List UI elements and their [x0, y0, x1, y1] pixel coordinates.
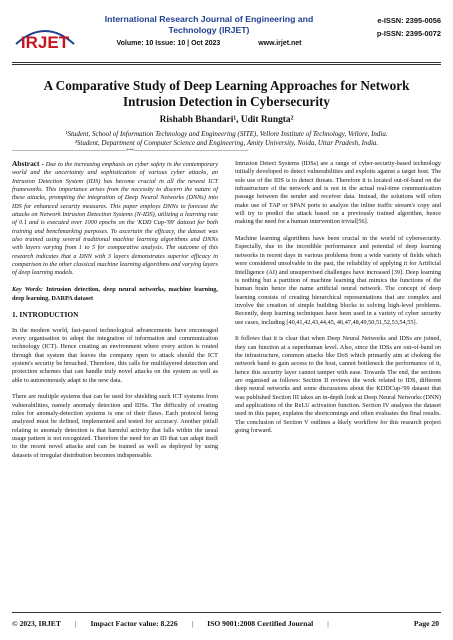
- paper-title: A Comparative Study of Deep Learning Approaches for Network Intrusion Detection in Cybersecurity: [43, 78, 410, 109]
- journal-footer: © 2023, IRJET | Impact Factor value: 8.226 | ISO 9001:2008 Certified Journal | Page 20: [12, 619, 439, 628]
- journal-header: [12, 14, 441, 62]
- keywords-label: Key Words:: [12, 286, 43, 294]
- logo-text: IRJET: [20, 33, 70, 52]
- footer-impact: Impact Factor value: 8.226: [90, 619, 178, 628]
- intro-paragraph-1: In the modern world, fast-paced technological advancements have encouraged every organisation to adopt the integration of information and communication technology (ICT). Hence creating an environment where every action is routed through that system that leaves the company open to attack should the ICT system's security be breached. Therefore, this calls for multilayered detection and protection schemes that can handle truly novel attacks on the system as well as able to autonomously adapt to the new data.: [12, 326, 218, 384]
- right-paragraph-1: Intrusion Detect Systems (IDSs) are a range of cyber-security-based technology initially developed to detect vulnerabilities and exploits against a target host. The sole use of the IDS is to detect threats. Therefore it is located out-of-band on the infrastructure of the network and is not in the actual real-time communication passage between the sender and receiver data. Instead, the solutions will often make use of TAP or SPAN ports to analyze the inline traffic stream's copy and will try to predict the attack based on a previously trained algorithm, hence making the need for a human intervention trivial[56].: [235, 160, 441, 226]
- irjet-logo: [12, 14, 78, 56]
- left-column: [12, 160, 218, 469]
- footer-copyright: © 2023, IRJET: [12, 619, 61, 628]
- abstract-label: Abstract -: [12, 159, 45, 168]
- journal-title: International Research Journal of Engineering and Technology (IRJET): [104, 14, 314, 35]
- header-rule-bottom: [12, 64, 441, 65]
- intro-paragraph-2: There are multiple systems that can be used for shielding such ICT systems from vulnerabilities, namely anomaly detection and IDSs. The difficulty of creating rules for anomaly-detection systems is one of their flaws. Each protocol being analyzed must be defined, implemented and tested for accuracy. Another pitfall relating to anomaly detection is that harmful activity that falls within the usual usage pattern is not recognized. Therefore the need for an ID that can adapt itself to the recent novel attacks and can be trained as well as deployed by using datasets of irregular distribution becomes indispensable.: [12, 393, 218, 459]
- footer-rule: [12, 612, 441, 613]
- affiliations: [20, 130, 433, 148]
- right-paragraph-2: Machine learning algorithms have been crucial in the world of cybersecurity. Especially, due to the incredible performance and potential of deep learning networks in recent days in various problems from a wide variety of fields which were considered unsolvable in the past, the reliability of applying it for Artificial Intelligence (AI) and unsupervised challenges have increased [39]. Deep learning is nothing but a partition of machine learning that mimics the functions of the human brain hence the name artificial neural network. The concept of deep learning consists of creating hierarchical representations that are complex and involve the creation of simple building blocks to solving high-level problems. Recently, deep learning techniques have been used in a variety of cyber security use cases, including [40,41,42,43,44,45, 46,47,48,49,50,51,52,53,54,55].: [235, 235, 441, 326]
- journal-website[interactable]: www.irjet.net: [258, 40, 302, 47]
- abstract: [12, 160, 218, 278]
- affiliation-2: ²Student, Department of Computer Science and Engineering, Amity University, Noida, Uttar Pradesh, India.: [74, 139, 379, 147]
- right-column: [235, 160, 441, 444]
- keywords: [12, 286, 218, 303]
- affiliation-1: ¹Student, School of Information Technology and Engineering (SITE), Vellore Institute of Technology, Vellore, India.: [65, 130, 388, 138]
- footer-iso: ISO 9001:2008 Certified Journal: [207, 619, 314, 628]
- volume-label: Volume: 10 Issue: 10 | Oct 2023: [116, 40, 221, 47]
- paper-authors: Rishabh Bhandari¹, Udit Rungta²: [159, 115, 294, 125]
- header-rule-top: [12, 62, 441, 63]
- section-separator: ----------------------------------------------------------------------***----------------------------------------------------------------------: [12, 148, 249, 154]
- pissn: p-ISSN: 2395-0072: [376, 29, 441, 38]
- right-paragraph-3: It follows that it is clear that when Deep Neural Networks and IDSs are joined, they can function at a superhuman level. Also, since the IDSs are out-of-band on the infrastructure, common attacks like DoS which primarily aim at choking the network band to gain access to the host, cannot bottleneck the performance of it, hence this security layer cannot tamper with ease. Towards The end, the sections are organised as follows: Section II reviews the work related to IDS, different deep neural networks and some discussions about the KDDCup-'99 dataset that was published Section III takes an in-depth look at Deep Neural Networks (DNN) and applications of the ReLU activation function. Section IV analyses the dataset used in this paper, explains the shortcomings and often evaluates the final results. The conclusion of Section V outlines a likely workflow for this research project going forward.: [235, 335, 441, 435]
- keywords-text: Intrusion detection, deep neural networks, machine learning, deep learning, DARPA dataset: [12, 286, 218, 302]
- page-number: Page 20: [413, 619, 439, 628]
- section-heading-introduction: 1. INTRODUCTION: [12, 310, 79, 320]
- abstract-text: Due to the increasing emphasis on cyber safety in the contemporary world and the uncertainty and sophistication of various cyber attacks, an Intrusion Detection System (IDS) has become crucial in all the newest ICT frameworks. This importance arises from the necessity to discern the nature of these attacks, prompting the integration of Deep Neural Networks (DNNs) into IDS for enhanced security measures. This paper employs DNNs to forecast the attacks on Network Intrusion Detection Systems (N-IDS), utilizing a learning rate of 0.1 and is executed over 1000 epochs on the 'KDD Cup-'99' dataset for both training and benchmarking purposes. To ascertain the efficacy, the dataset was also trained using several traditional machine learning algorithms and DNNs with layers varying from 1 to 5 for comparative analysis. The outcome of this research indicates that a DNN with 3 layers demonstrates superior efficacy in comparison to the other classical machine learning algorithms and varying layers of deep learning models.: [12, 161, 219, 277]
- eissn: e-ISSN: 2395-0056: [377, 16, 441, 25]
